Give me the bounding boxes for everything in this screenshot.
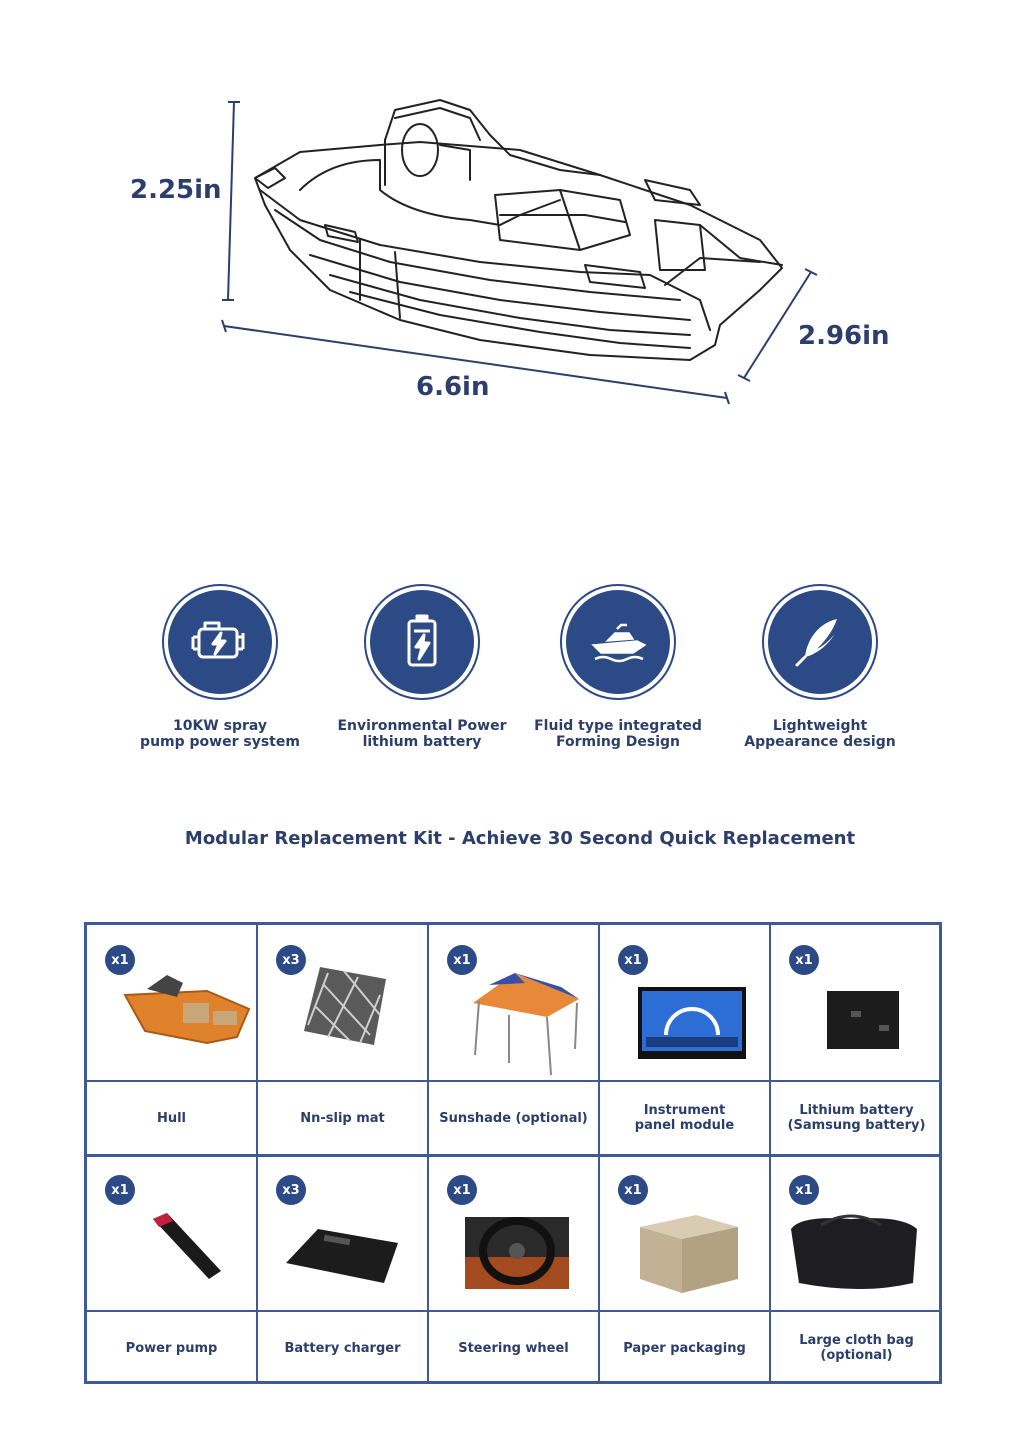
feature-lightweight [720,590,920,750]
kit-item-label: Sunshade (optional) [429,1082,600,1154]
quantity-badge: x1 [105,945,135,975]
quantity-badge: x1 [618,1175,648,1205]
quantity-badge: x1 [618,945,648,975]
kit-item-label: Battery charger [258,1312,429,1384]
kit-item-label: Large cloth bag (optional) [799,1333,914,1363]
length-dimension-label: 6.6in [416,372,490,402]
kit-item-label: Instrument panel module [600,1082,771,1154]
boat-icon [566,590,670,694]
kit-item-label: Lithium battery (Samsung battery) [787,1103,926,1133]
height-dimension-label: 2.25in [130,175,222,205]
quantity-badge: x1 [447,1175,477,1205]
feature-fluid-design [518,590,718,750]
feature-label: Environmental Power lithium battery [337,718,507,750]
kit-item-label: Paper packaging [600,1312,771,1384]
battery-icon [370,590,474,694]
feature-list [0,590,1012,770]
feature-spray-pump [120,590,320,750]
kit-image-row [87,1155,939,1312]
kit-item-lithium-battery [771,925,942,1082]
feature-label: Lightweight Appearance design [744,718,896,750]
kit-item-paper-packaging [600,1155,771,1312]
kit-label-row [87,1312,939,1384]
quantity-badge: x1 [105,1175,135,1205]
kit-image-row [87,925,939,1082]
feature-label: Fluid type integrated Forming Design [534,718,702,750]
kit-item-mat [258,925,429,1082]
boat-line-drawing [0,0,1012,470]
kit-item-hull [87,925,258,1082]
kit-contents-table [84,922,942,1384]
kit-item-sunshade [429,925,600,1082]
kit-item-battery-charger [258,1155,429,1312]
feature-lithium-battery [322,590,522,750]
kit-item-label: Power pump [87,1312,258,1384]
engine-icon [168,590,272,694]
kit-item-label: Hull [87,1082,258,1154]
quantity-badge: x1 [789,945,819,975]
quantity-badge: x3 [276,945,306,975]
kit-label-row [87,1082,939,1157]
quantity-badge: x1 [789,1175,819,1205]
kit-item-cloth-bag [771,1155,942,1312]
kit-item-instrument-panel [600,925,771,1082]
kit-section-title: Modular Replacement Kit - Achieve 30 Second Quick Replacement [184,828,856,849]
kit-item-label: Nn-slip mat [258,1082,429,1154]
kit-item-power-pump [87,1155,258,1312]
feather-icon [768,590,872,694]
quantity-badge: x3 [276,1175,306,1205]
kit-item-label: Steering wheel [429,1312,600,1384]
feature-label: 10KW spray pump power system [140,718,300,750]
quantity-badge: x1 [447,945,477,975]
width-dimension-label: 2.96in [798,321,890,351]
kit-item-steering-wheel [429,1155,600,1312]
